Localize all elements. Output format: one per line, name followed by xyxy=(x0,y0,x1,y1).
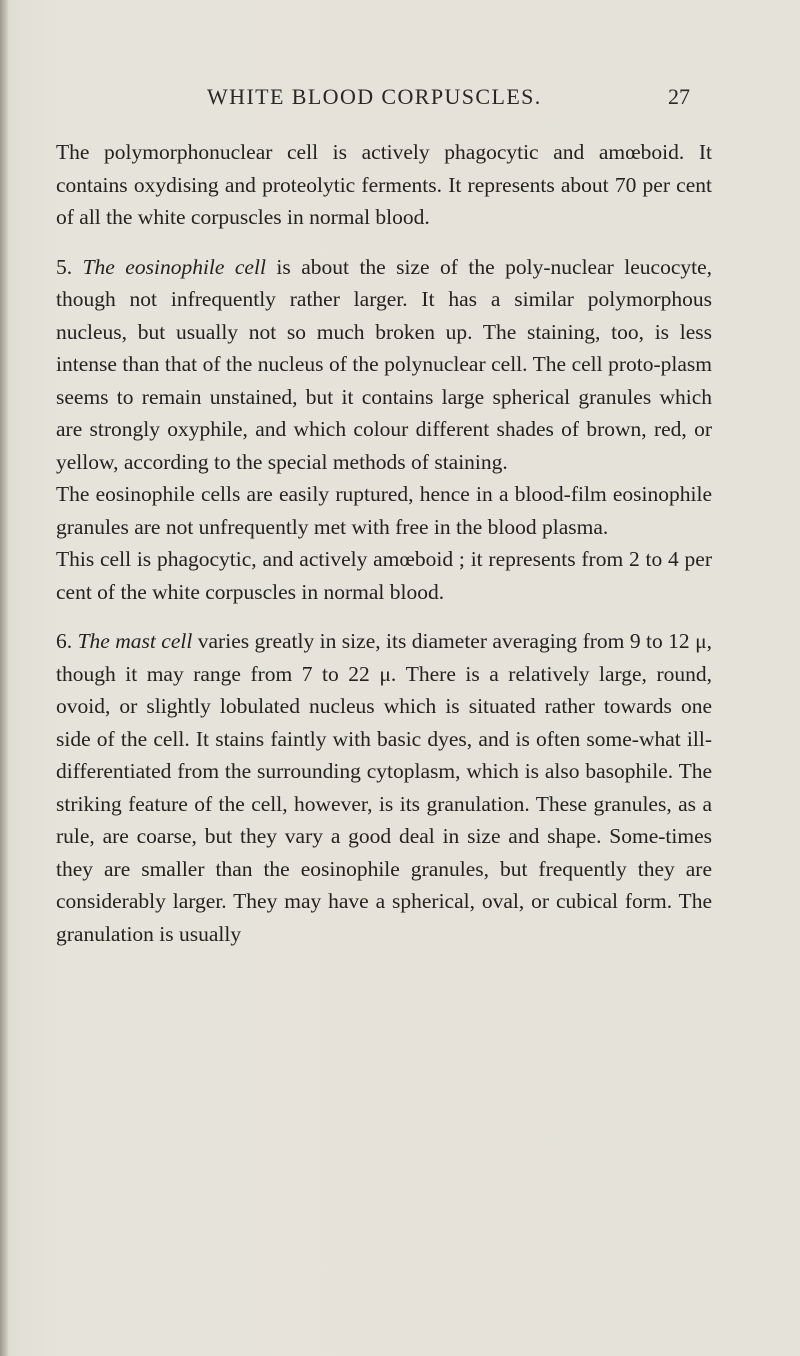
paragraph-eosinophile-text: is about the size of the poly-nuclear leucocyte, though not infrequently rather larger. It has a similar polymorphous nucleus, but usually not so much broken up. The staining, too, is less intense than that of the nucleus of the polynuclear cell. The cell proto-plasm seems to remain unstained, but it contains large spherical granules which are strongly oxyphile, and which colour different shades of brown, red, or yellow, according to the special methods of staining. xyxy=(56,254,713,474)
paragraph-mast-cell xyxy=(56,625,712,950)
running-title: WHITE BLOOD CORPUSCLES. xyxy=(207,84,542,109)
page-gutter-shadow xyxy=(0,0,8,1356)
section-heading-mast-cell: The mast cell xyxy=(77,629,193,653)
paragraph-eosinophile-phagocytic: This cell is phagocytic, and actively amœboid ; it represents from 2 to 4 per cent of the white corpuscles in normal blood. xyxy=(56,547,712,604)
paragraph-eosinophile-rupture: The eosinophile cells are easily ruptured, hence in a blood-film eosinophile granules are not unfrequently met with free in the blood plasma. xyxy=(56,482,712,539)
paragraph-spacer xyxy=(56,234,712,251)
paragraph-eosinophile-cell xyxy=(56,251,712,479)
page-number: 27 xyxy=(668,84,690,109)
paragraph-polymorphonuclear: The polymorphonuclear cell is actively phagocytic and amœboid. It contains oxydising and proteolytic ferments. It represents about 70 per cent of all the white corpuscles in normal blood. xyxy=(56,140,712,229)
section-number: 5. xyxy=(56,254,73,279)
paragraph-mast-cell-text: varies greatly in size, its diameter averaging from 9 to 12 μ, though it may range from 7 to 22 μ. There is a relatively large, round, ovoid, or slightly lobulated nucleus which is situated rather towards one side of the cell. It stains faintly with basic dyes, and is often some-what ill-differentiated from the surrounding cytoplasm, which is also basophile. The striking feature of the cell, however, is its granulation. These granules, as a rule, are coarse, but they vary a good deal in size and shape. Some-times they are smaller than the eosinophile granules, but frequently they are considerably larger. They may have a spherical, oval, or cubical form. The granulation is usually xyxy=(56,629,713,946)
running-header xyxy=(0,84,800,114)
section-number: 6. xyxy=(56,629,73,653)
body-text xyxy=(56,136,712,950)
section-heading-eosinophile: The eosinophile cell xyxy=(82,254,266,279)
paragraph-spacer xyxy=(56,608,712,625)
